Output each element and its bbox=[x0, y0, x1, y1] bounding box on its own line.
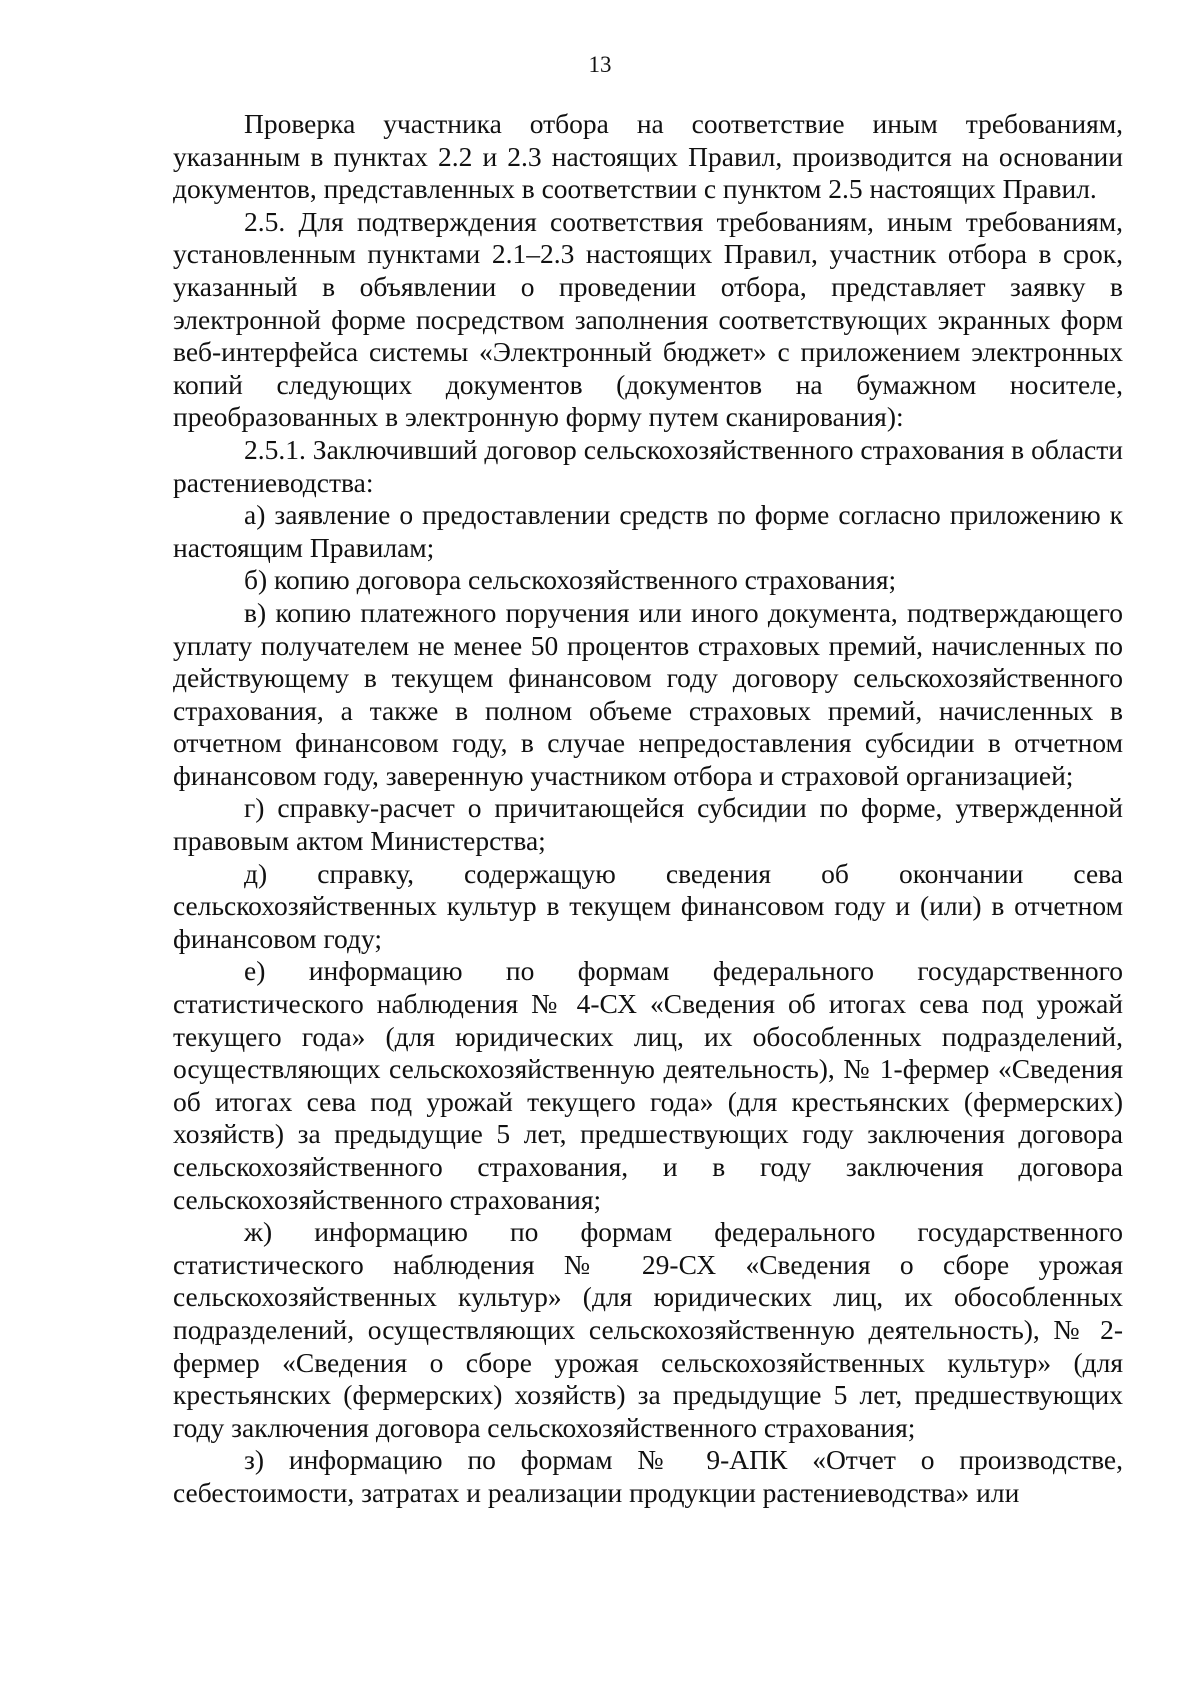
list-item-v: в) копию платежного поручения или иного документа, подтверждающего уплату получателем не менее 50 процентов страховых премий, начисленных по действующему в текущем финансовом году договору сельскохозяйственного страхования, а также в полном объеме страховых премий, начисленных в отчетном финансовом году, в случае непредоставления субсидии в отчетном финансовом году, заверенную участником отбора и страховой организацией; bbox=[173, 596, 1123, 791]
paragraph-verification: Проверка участника отбора на соответствие иным требованиям, указанным в пунктах 2.2 и 2.3 настоящих Правил, производится на основании документов, представленных в соответствии с пунктом 2.5 настоящих Правил. bbox=[173, 108, 1123, 205]
paragraph-2-5: 2.5. Для подтверждения соответствия требованиям, иным требованиям, установленным пунктами 2.1–2.3 настоящих Правил, участник отбора в срок, указанный в объявлении о проведении отбора, представляет заявку в электронной форме посредством заполнения соответствующих экранных форм веб-интерфейса системы «Электронный бюджет» с приложением электронных копий следующих документов (документов на бумажном носителе, преобразованных в электронную форму путем сканирования): bbox=[173, 205, 1123, 433]
page-number: 13 bbox=[588, 52, 612, 77]
list-item-z: з) информацию по формам № 9-АПК «Отчет о производстве, себестоимости, затратах и реализации продукции растениеводства» или bbox=[173, 1444, 1123, 1508]
list-item-a: а) заявление о предоставлении средств по форме согласно приложению к настоящим Правилам; bbox=[173, 499, 1123, 563]
list-item-b: б) копию договора сельскохозяйственного страхования; bbox=[244, 564, 897, 596]
list-item-d: д) справку, содержащую сведения об окончании сева сельскохозяйственных культур в текущем финансовом году и (или) в отчетном финансовом году; bbox=[173, 857, 1123, 954]
document-body bbox=[173, 108, 1123, 1510]
list-item-e: е) информацию по формам федерального государственного статистического наблюдения № 4-СХ «Сведения об итогах сева под урожай текущего года» (для юридических лиц, их обособленных подразделений, осуществляющих сельскохозяйственную деятельность), № 1-фермер «Сведения об итогах сева под урожай текущего года» (для крестьянских (фермерских) хозяйств) за предыдущие 5 лет, предшествующих году заключения договора сельскохозяйственного страхования, и в году заключения договора сельскохозяйственного страхования; bbox=[173, 955, 1123, 1215]
list-item-g: г) справку-расчет о причитающейся субсидии по форме, утвержденной правовым актом Министерства; bbox=[173, 792, 1123, 857]
paragraph-2-5-1: 2.5.1. Заключивший договор сельскохозяйственного страхования в области растениеводства: bbox=[173, 433, 1123, 498]
list-item-zh: ж) информацию по формам федерального государственного статистического наблюдения № 29-СХ «Сведения о сборе урожая сельскохозяйственных культур» (для юридических лиц, их обособленных подразделений, осуществляющих сельскохозяйственную деятельность), № 2-фермер «Сведения о сборе урожая сельскохозяйственных культур» (для крестьянских (фермерских) хозяйств) за предыдущие 5 лет, предшествующих году заключения договора сельскохозяйственного страхования; bbox=[173, 1216, 1123, 1443]
